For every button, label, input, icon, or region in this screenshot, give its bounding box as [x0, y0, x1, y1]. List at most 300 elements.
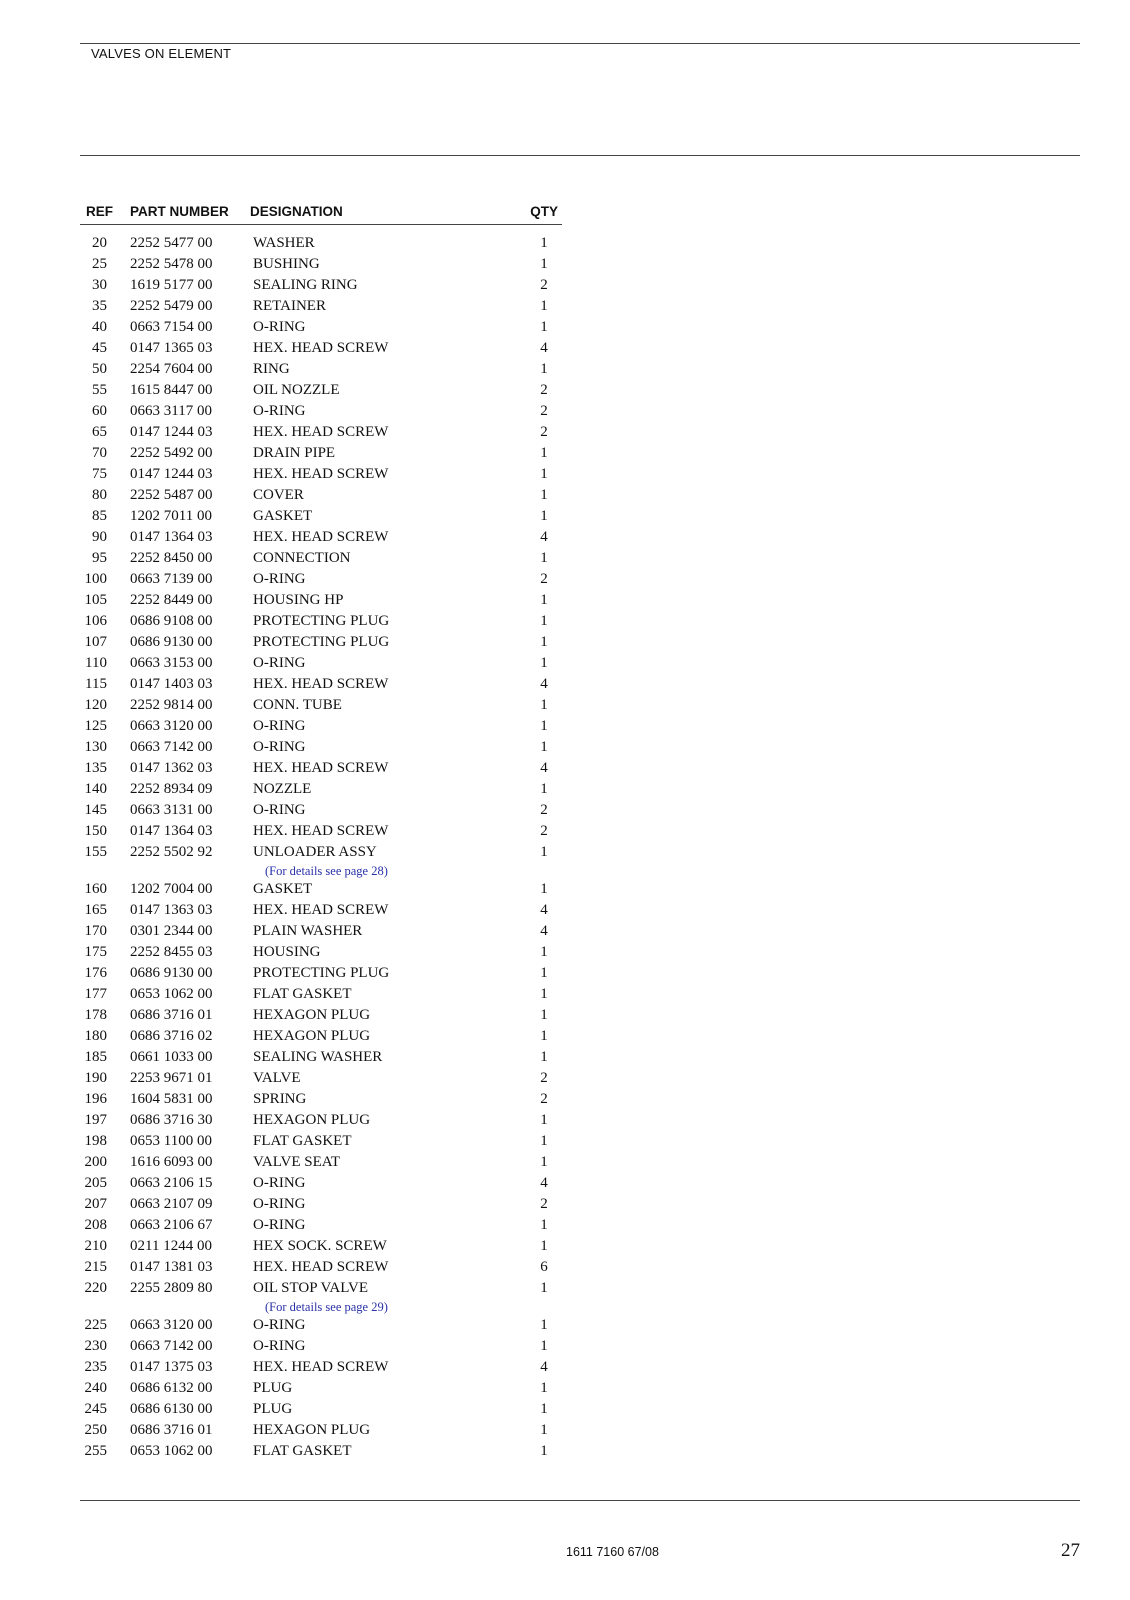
designation-cell: HEX. HEAD SCREW [253, 1259, 389, 1275]
part-number-cell: 0663 7142 00 [130, 739, 213, 755]
part-number-cell: 2252 8934 09 [130, 781, 213, 797]
part-number-cell: 0211 1244 00 [130, 1238, 212, 1254]
designation-cell: O-RING [253, 1317, 306, 1333]
table-row [80, 1442, 562, 1463]
part-number-cell: 2252 8449 00 [130, 592, 213, 608]
qty-cell: 1 [540, 592, 548, 608]
table-row [80, 444, 562, 465]
designation-cell: GASKET [253, 508, 313, 524]
part-number-cell: 2252 5479 00 [130, 298, 213, 314]
ref-cell: 230 [84, 1338, 107, 1354]
section-title: VALVES ON ELEMENT [91, 46, 232, 61]
qty-column-header: QTY [530, 204, 558, 219]
ref-cell: 196 [84, 1091, 107, 1107]
table-row [80, 381, 562, 402]
table-row [80, 633, 562, 654]
table-row [80, 1258, 562, 1279]
designation-cell: OIL STOP VALVE [253, 1280, 369, 1296]
ref-cell: 40 [92, 319, 107, 335]
ref-cell: 65 [92, 424, 107, 440]
part-number-cell: 2252 5487 00 [130, 487, 213, 503]
table-row [80, 1153, 562, 1174]
part-number-cell: 0686 6130 00 [130, 1401, 213, 1417]
table-row [80, 843, 562, 864]
page-number: 27 [1061, 1540, 1080, 1561]
table-row [80, 1090, 562, 1111]
ref-cell: 178 [84, 1007, 107, 1023]
ref-cell: 107 [84, 634, 107, 650]
qty-cell: 1 [540, 550, 548, 566]
qty-cell: 2 [540, 424, 548, 440]
designation-cell: HOUSING [253, 944, 321, 960]
ref-cell: 235 [84, 1359, 107, 1375]
footer-rule [80, 1500, 1080, 1501]
designation-cell: O-RING [253, 802, 306, 818]
designation-cell: OIL NOZZLE [253, 382, 340, 398]
designation-cell: HEXAGON PLUG [253, 1007, 371, 1023]
ref-cell: 255 [84, 1443, 107, 1459]
qty-cell: 4 [540, 1359, 548, 1375]
details-note: (For details see page 29) [265, 1300, 388, 1314]
part-number-cell: 0663 3131 00 [130, 802, 213, 818]
table-row [80, 612, 562, 633]
ref-cell: 105 [84, 592, 107, 608]
part-number-cell: 0147 1362 03 [130, 760, 213, 776]
part-number-cell: 0147 1365 03 [130, 340, 213, 356]
part-number-cell: 1202 7004 00 [130, 881, 213, 897]
qty-cell: 4 [540, 340, 548, 356]
part-number-cell: 0663 7142 00 [130, 1338, 213, 1354]
header-bottom-rule [80, 155, 1080, 156]
qty-cell: 1 [540, 1007, 548, 1023]
ref-cell: 140 [84, 781, 107, 797]
part-number-cell: 0663 3153 00 [130, 655, 213, 671]
table-row [80, 318, 562, 339]
designation-cell: HEX. HEAD SCREW [253, 902, 389, 918]
qty-cell: 4 [540, 923, 548, 939]
table-row [80, 1027, 562, 1048]
designation-cell: HEX. HEAD SCREW [253, 466, 389, 482]
designation-cell: NOZZLE [253, 781, 312, 797]
qty-cell: 1 [540, 1338, 548, 1354]
table-row [80, 1400, 562, 1421]
ref-cell: 80 [92, 487, 107, 503]
table-row [80, 1111, 562, 1132]
table-row [80, 985, 562, 1006]
qty-cell: 4 [540, 902, 548, 918]
parts-table [80, 198, 562, 1463]
designation-cell: RING [253, 361, 290, 377]
part-number-cell: 0147 1244 03 [130, 424, 213, 440]
table-row [80, 717, 562, 738]
part-number-cell: 2252 5478 00 [130, 256, 213, 272]
ref-cell: 145 [84, 802, 107, 818]
designation-cell: PROTECTING PLUG [253, 634, 390, 650]
table-body [80, 225, 562, 1463]
part-number-cell: 0686 3716 01 [130, 1007, 213, 1023]
ref-cell: 100 [84, 571, 107, 587]
ref-cell: 210 [84, 1238, 107, 1254]
ref-cell: 20 [92, 235, 107, 251]
designation-cell: O-RING [253, 571, 306, 587]
designation-cell: RETAINER [253, 298, 326, 314]
qty-cell: 1 [540, 445, 548, 461]
ref-cell: 190 [84, 1070, 107, 1086]
part-number-cell: 0147 1244 03 [130, 466, 213, 482]
ref-cell: 45 [92, 340, 107, 356]
ref-cell: 60 [92, 403, 107, 419]
table-row [80, 943, 562, 964]
table-row [80, 1316, 562, 1337]
ref-cell: 50 [92, 361, 107, 377]
qty-cell: 1 [540, 1049, 548, 1065]
table-row [80, 780, 562, 801]
table-row [80, 1006, 562, 1027]
part-number-cell: 0653 1062 00 [130, 986, 213, 1002]
part-number-cell: 0663 3120 00 [130, 718, 213, 734]
designation-cell: WASHER [253, 235, 315, 251]
table-row [80, 1048, 562, 1069]
part-number-cell: 2252 5492 00 [130, 445, 213, 461]
table-row [80, 822, 562, 843]
qty-cell: 1 [540, 361, 548, 377]
designation-column-header: DESIGNATION [250, 204, 343, 219]
ref-cell: 135 [84, 760, 107, 776]
part-number-cell: 2255 2809 80 [130, 1280, 213, 1296]
part-number-cell: 0686 3716 30 [130, 1112, 213, 1128]
part-number-cell: 0686 3716 01 [130, 1422, 213, 1438]
ref-cell: 207 [84, 1196, 107, 1212]
qty-cell: 1 [540, 1443, 548, 1459]
part-number-cell: 0663 7154 00 [130, 319, 213, 335]
qty-cell: 1 [540, 986, 548, 1002]
ref-cell: 95 [92, 550, 107, 566]
qty-cell: 2 [540, 403, 548, 419]
part-number-cell: 0663 2106 67 [130, 1217, 213, 1233]
qty-cell: 2 [540, 1091, 548, 1107]
ref-cell: 55 [92, 382, 107, 398]
part-number-cell: 1616 6093 00 [130, 1154, 213, 1170]
ref-cell: 25 [92, 256, 107, 272]
designation-cell: PROTECTING PLUG [253, 965, 390, 981]
part-number-cell: 0686 9108 00 [130, 613, 213, 629]
designation-cell: HEXAGON PLUG [253, 1422, 371, 1438]
ref-cell: 176 [84, 965, 107, 981]
part-number-cell: 0301 2344 00 [130, 923, 213, 939]
document-number: 1611 7160 67/08 [566, 1545, 659, 1559]
part-number-cell: 0147 1364 03 [130, 529, 213, 545]
designation-cell: O-RING [253, 403, 306, 419]
designation-cell: GASKET [253, 881, 313, 897]
part-number-cell: 0147 1363 03 [130, 902, 213, 918]
top-rule [80, 43, 1080, 44]
qty-cell: 1 [540, 466, 548, 482]
qty-cell: 2 [540, 277, 548, 293]
table-row [80, 360, 562, 381]
ref-cell: 155 [84, 844, 107, 860]
qty-cell: 1 [540, 508, 548, 524]
qty-cell: 1 [540, 881, 548, 897]
table-row [80, 528, 562, 549]
qty-cell: 2 [540, 1196, 548, 1212]
designation-cell: O-RING [253, 1196, 306, 1212]
table-row [80, 738, 562, 759]
qty-cell: 4 [540, 760, 548, 776]
table-row [80, 1237, 562, 1258]
qty-cell: 1 [540, 634, 548, 650]
qty-cell: 1 [540, 655, 548, 671]
designation-cell: PLUG [253, 1401, 293, 1417]
designation-cell: PROTECTING PLUG [253, 613, 390, 629]
ref-cell: 170 [84, 923, 107, 939]
part-number-cell: 1604 5831 00 [130, 1091, 213, 1107]
qty-cell: 2 [540, 1070, 548, 1086]
designation-cell: HEX. HEAD SCREW [253, 529, 389, 545]
ref-cell: 85 [92, 508, 107, 524]
part-number-cell: 1615 8447 00 [130, 382, 213, 398]
table-row [80, 1174, 562, 1195]
qty-cell: 1 [540, 1112, 548, 1128]
part-number-cell: 0663 3117 00 [130, 403, 212, 419]
designation-cell: HEXAGON PLUG [253, 1112, 371, 1128]
qty-cell: 4 [540, 676, 548, 692]
part-number-cell: 2252 5477 00 [130, 235, 213, 251]
details-note: (For details see page 28) [265, 864, 388, 878]
designation-cell: SPRING [253, 1091, 307, 1107]
table-header [80, 198, 562, 225]
designation-cell: HEX. HEAD SCREW [253, 760, 389, 776]
table-row [80, 549, 562, 570]
part-number-cell: 2253 9671 01 [130, 1070, 213, 1086]
table-row [80, 922, 562, 943]
table-row [80, 964, 562, 985]
ref-cell: 177 [84, 986, 107, 1002]
ref-cell: 130 [84, 739, 107, 755]
qty-cell: 1 [540, 1401, 548, 1417]
qty-cell: 1 [540, 1422, 548, 1438]
qty-cell: 1 [540, 1317, 548, 1333]
ref-cell: 106 [84, 613, 107, 629]
ref-cell: 250 [84, 1422, 107, 1438]
designation-cell: O-RING [253, 319, 306, 335]
ref-cell: 75 [92, 466, 107, 482]
ref-cell: 197 [84, 1112, 107, 1128]
table-row [80, 570, 562, 591]
table-row [80, 654, 562, 675]
table-row [80, 759, 562, 780]
designation-cell: CONN. TUBE [253, 697, 342, 713]
table-row [80, 1195, 562, 1216]
ref-cell: 180 [84, 1028, 107, 1044]
qty-cell: 4 [540, 1175, 548, 1191]
table-row [80, 423, 562, 444]
part-number-cell: 0686 9130 00 [130, 965, 213, 981]
table-row [80, 1337, 562, 1358]
ref-cell: 245 [84, 1401, 107, 1417]
table-row [80, 801, 562, 822]
designation-cell: O-RING [253, 1217, 306, 1233]
ref-cell: 35 [92, 298, 107, 314]
ref-cell: 160 [84, 881, 107, 897]
part-number-column-header: PART NUMBER [130, 204, 229, 219]
qty-cell: 1 [540, 298, 548, 314]
designation-cell: HEXAGON PLUG [253, 1028, 371, 1044]
part-number-cell: 0663 3120 00 [130, 1317, 213, 1333]
part-number-cell: 0653 1100 00 [130, 1133, 212, 1149]
ref-cell: 120 [84, 697, 107, 713]
ref-cell: 115 [85, 676, 107, 692]
details-note-row [80, 864, 562, 880]
qty-cell: 4 [540, 529, 548, 545]
part-number-cell: 2252 5502 92 [130, 844, 213, 860]
designation-cell: PLAIN WASHER [253, 923, 363, 939]
ref-cell: 208 [84, 1217, 107, 1233]
ref-cell: 30 [92, 277, 107, 293]
part-number-cell: 2252 8450 00 [130, 550, 213, 566]
table-row [80, 255, 562, 276]
qty-cell: 2 [540, 823, 548, 839]
ref-cell: 110 [85, 655, 107, 671]
qty-cell: 1 [540, 1028, 548, 1044]
designation-cell: SEALING WASHER [253, 1049, 383, 1065]
qty-cell: 1 [540, 613, 548, 629]
qty-cell: 1 [540, 739, 548, 755]
designation-cell: HEX. HEAD SCREW [253, 676, 389, 692]
part-number-cell: 0147 1375 03 [130, 1359, 213, 1375]
ref-cell: 220 [84, 1280, 107, 1296]
qty-cell: 1 [540, 1280, 548, 1296]
qty-cell: 1 [540, 781, 548, 797]
qty-cell: 1 [540, 697, 548, 713]
part-number-cell: 2254 7604 00 [130, 361, 213, 377]
designation-cell: FLAT GASKET [253, 1443, 352, 1459]
qty-cell: 1 [540, 256, 548, 272]
ref-cell: 125 [84, 718, 107, 734]
designation-cell: UNLOADER ASSY [253, 844, 377, 860]
qty-cell: 2 [540, 802, 548, 818]
table-row [80, 1279, 562, 1300]
table-row [80, 234, 562, 255]
qty-cell: 1 [540, 1217, 548, 1233]
ref-cell: 225 [84, 1317, 107, 1333]
part-number-cell: 0686 3716 02 [130, 1028, 213, 1044]
designation-cell: HEX. HEAD SCREW [253, 340, 389, 356]
part-number-cell: 1202 7011 00 [130, 508, 212, 524]
table-row [80, 276, 562, 297]
designation-cell: VALVE [253, 1070, 301, 1086]
ref-cell: 240 [84, 1380, 107, 1396]
designation-cell: HEX. HEAD SCREW [253, 424, 389, 440]
designation-cell: O-RING [253, 1338, 306, 1354]
qty-cell: 2 [540, 571, 548, 587]
qty-cell: 1 [540, 235, 548, 251]
table-row [80, 1358, 562, 1379]
qty-cell: 1 [540, 1154, 548, 1170]
designation-cell: PLUG [253, 1380, 293, 1396]
part-number-cell: 0147 1403 03 [130, 676, 213, 692]
table-row [80, 1216, 562, 1237]
qty-cell: 1 [540, 1380, 548, 1396]
designation-cell: FLAT GASKET [253, 1133, 352, 1149]
table-row [80, 1379, 562, 1400]
part-number-cell: 0663 2107 09 [130, 1196, 213, 1212]
table-row [80, 1421, 562, 1442]
designation-cell: HOUSING HP [253, 592, 344, 608]
qty-cell: 1 [540, 844, 548, 860]
table-row [80, 465, 562, 486]
designation-cell: COVER [253, 487, 304, 503]
designation-cell: O-RING [253, 718, 306, 734]
ref-cell: 185 [84, 1049, 107, 1065]
table-row [80, 1132, 562, 1153]
part-number-cell: 0686 6132 00 [130, 1380, 213, 1396]
designation-cell: FLAT GASKET [253, 986, 352, 1002]
table-row [80, 675, 562, 696]
designation-cell: HEX SOCK. SCREW [253, 1238, 387, 1254]
table-row [80, 339, 562, 360]
designation-cell: O-RING [253, 739, 306, 755]
ref-cell: 198 [84, 1133, 107, 1149]
ref-cell: 70 [92, 445, 107, 461]
table-row [80, 507, 562, 528]
ref-cell: 90 [92, 529, 107, 545]
part-number-cell: 1619 5177 00 [130, 277, 213, 293]
qty-cell: 1 [540, 944, 548, 960]
part-number-cell: 0686 9130 00 [130, 634, 213, 650]
qty-cell: 1 [540, 1133, 548, 1149]
ref-cell: 150 [84, 823, 107, 839]
table-row [80, 402, 562, 423]
part-number-cell: 2252 9814 00 [130, 697, 213, 713]
part-number-cell: 0663 7139 00 [130, 571, 213, 587]
part-number-cell: 0147 1381 03 [130, 1259, 213, 1275]
designation-cell: SEALING RING [253, 277, 358, 293]
qty-cell: 2 [540, 382, 548, 398]
ref-cell: 165 [84, 902, 107, 918]
part-number-cell: 2252 8455 03 [130, 944, 213, 960]
table-row [80, 696, 562, 717]
details-note-row [80, 1300, 562, 1316]
qty-cell: 1 [540, 487, 548, 503]
table-row [80, 486, 562, 507]
ref-cell: 215 [84, 1259, 107, 1275]
part-number-cell: 0653 1062 00 [130, 1443, 213, 1459]
qty-cell: 1 [540, 319, 548, 335]
qty-cell: 1 [540, 718, 548, 734]
table-row [80, 880, 562, 901]
designation-cell: O-RING [253, 655, 306, 671]
qty-cell: 1 [540, 965, 548, 981]
ref-cell: 175 [84, 944, 107, 960]
part-number-cell: 0147 1364 03 [130, 823, 213, 839]
table-row [80, 1069, 562, 1090]
ref-column-header: REF [86, 204, 113, 219]
ref-cell: 200 [84, 1154, 107, 1170]
qty-cell: 6 [540, 1259, 548, 1275]
part-number-cell: 0661 1033 00 [130, 1049, 213, 1065]
designation-cell: BUSHING [253, 256, 320, 272]
designation-cell: VALVE SEAT [253, 1154, 341, 1170]
table-row [80, 901, 562, 922]
ref-cell: 205 [84, 1175, 107, 1191]
designation-cell: DRAIN PIPE [253, 445, 336, 461]
designation-cell: CONNECTION [253, 550, 351, 566]
designation-cell: HEX. HEAD SCREW [253, 1359, 389, 1375]
table-row [80, 591, 562, 612]
designation-cell: HEX. HEAD SCREW [253, 823, 389, 839]
qty-cell: 1 [540, 1238, 548, 1254]
table-row [80, 297, 562, 318]
